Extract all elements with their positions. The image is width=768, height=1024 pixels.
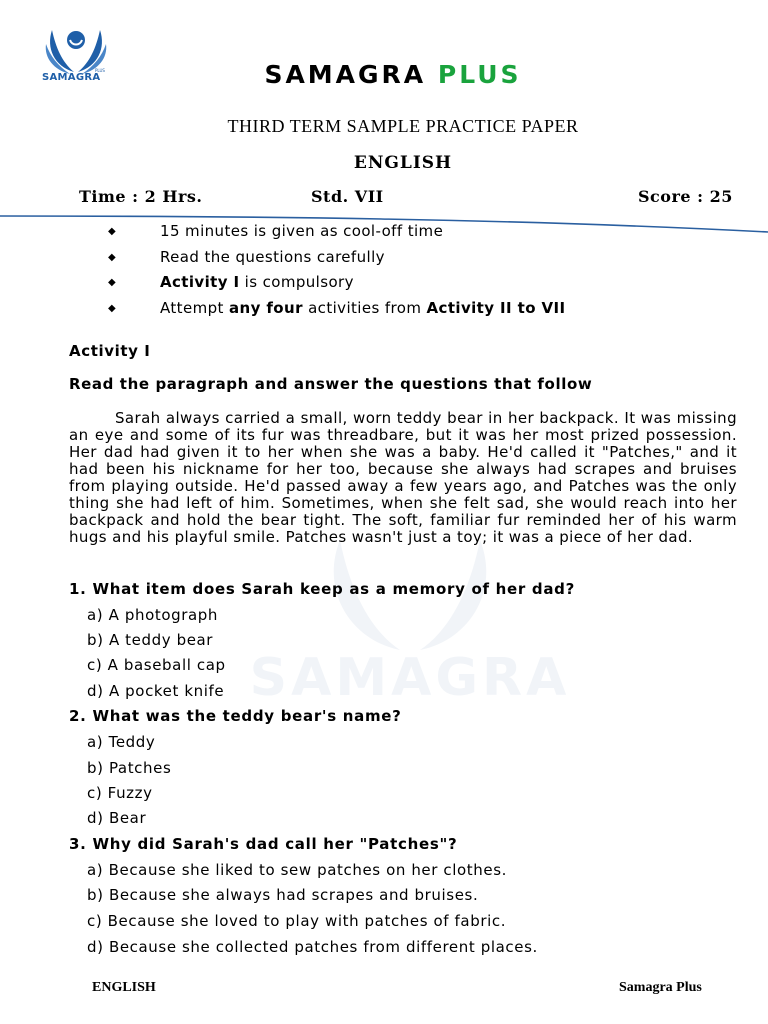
logo-small-text: PLUS [95, 68, 105, 73]
option-item: a) Teddy [87, 733, 156, 751]
diamond-bullet-icon: ◆ [108, 226, 117, 237]
option-item: c) Fuzzy [87, 784, 153, 802]
option-item: d) Bear [87, 809, 147, 827]
question-1: 1. What item does Sarah keep as a memory of her dad? [69, 580, 575, 598]
instruction-item: ◆ 15 minutes is given as cool-off time [108, 222, 444, 240]
footer-brand: Samagra Plus [619, 980, 702, 995]
instruction-item: ◆ Attempt any four activities from Activity II to VII [108, 299, 566, 317]
brand-plus: PLUS [437, 60, 522, 89]
option-item: a) A photograph [87, 606, 219, 624]
option-item: d) A pocket knife [87, 682, 225, 700]
paper-title: THIRD TERM SAMPLE PRACTICE PAPER [227, 116, 579, 136]
logo-text: SAMAGRA [42, 72, 101, 83]
option-item: b) A teddy bear [87, 631, 214, 649]
option-item: b) Because she always had scrapes and bruises. [87, 886, 479, 904]
diamond-bullet-icon: ◆ [108, 252, 117, 263]
subject-title: ENGLISH [353, 153, 453, 173]
question-3: 3. Why did Sarah's dad call her "Patches"? [69, 835, 458, 853]
brand-main: SAMAGRA [264, 60, 427, 89]
option-item: b) Patches [87, 759, 172, 777]
activity-instruction: Read the paragraph and answer the questions that follow [69, 375, 593, 393]
score-label: Score : 25 [638, 187, 733, 206]
footer-subject: ENGLISH [92, 980, 156, 995]
diamond-bullet-icon: ◆ [108, 303, 117, 314]
reading-passage: Sarah always carried a small, worn teddy bear in her backpack. It was missing an eye and some of its fur was threadbare, but it was her most prized possession. Her dad had given it to her when she was a baby. He'd called it "Patches," and it had been his nickname for her too, because she always had scrapes and bruises from playing outside. He'd passed away a few years ago, and Patches was the only thing she had left of him. Sometimes, when she felt sad, she would reach into her backpack and hold the bear tight. The soft, familiar fur reminded her of his warm hugs and his playful smile. Patches wasn't just a toy; it was a piece of her dad. [69, 409, 737, 546]
option-item: a) Because she liked to sew patches on her clothes. [87, 861, 507, 879]
instruction-item: ◆ Activity I is compulsory [108, 273, 354, 291]
option-item: c) Because she loved to play with patches of fabric. [87, 912, 507, 930]
option-item: c) A baseball cap [87, 656, 226, 674]
instruction-item: ◆ Read the questions carefully [108, 248, 385, 266]
std-label: Std. VII [311, 187, 384, 206]
time-label: Time : 2 Hrs. [79, 187, 203, 206]
option-item: d) Because she collected patches from different places. [87, 938, 538, 956]
activity-title: Activity I [69, 342, 151, 360]
watermark-text: SAMAGRA [249, 648, 571, 708]
diamond-bullet-icon: ◆ [108, 277, 117, 288]
brand-title [0, 60, 768, 89]
question-2: 2. What was the teddy bear's name? [69, 707, 402, 725]
watermark-logo [230, 520, 590, 710]
